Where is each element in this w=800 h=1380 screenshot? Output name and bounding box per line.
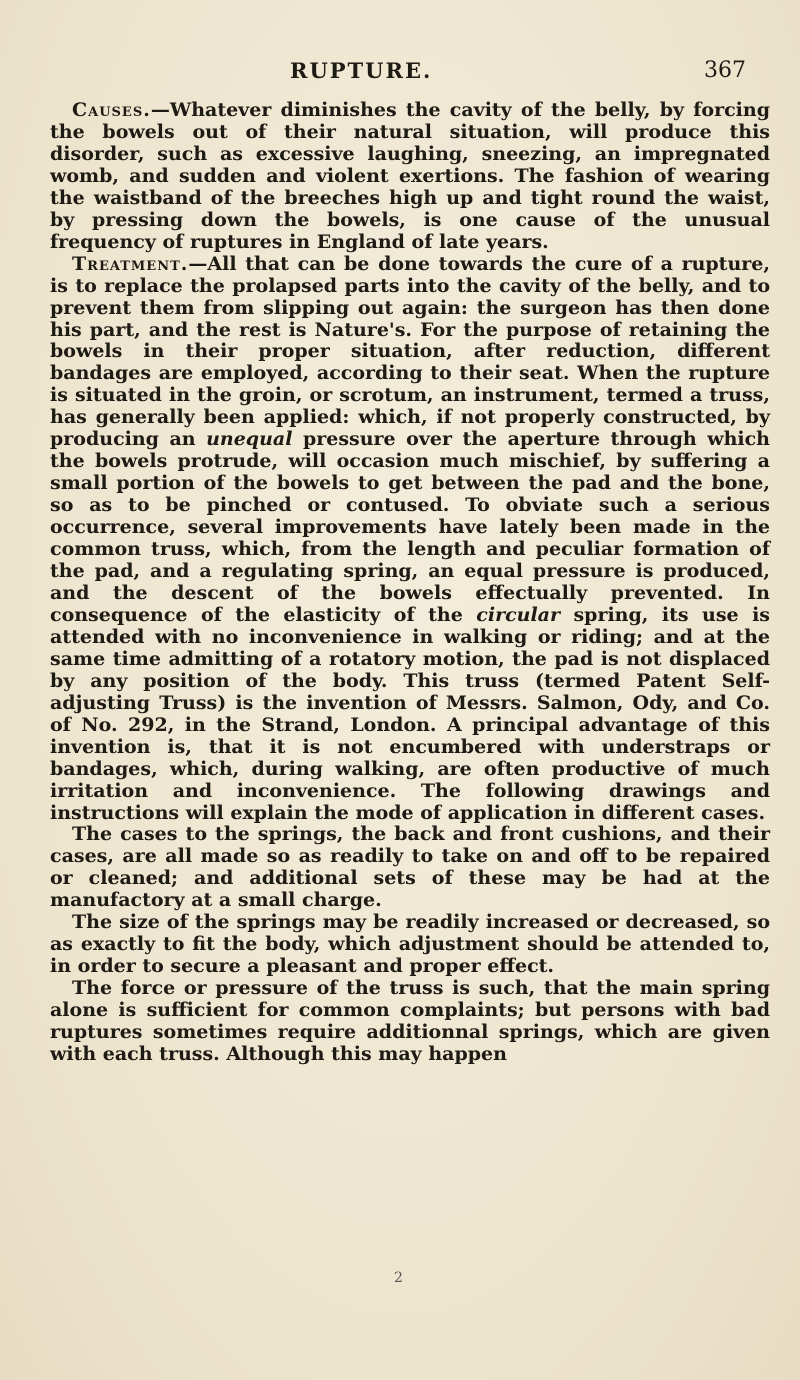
treatment-text-2: pressure over the aperture through which the bowels protrude, will occasion much mischief, by suffering a small portion of the bowels to get between the pad and the bone, so as to be pinched or contused. To obviate such a serious occurrence, several improvements have lately been made in the common truss, which, from the length and peculiar formation of the pad, and a regulating spring, an equal pressure is produced, and the descent of the bowels effectually prevented. In consequence of the elasticity of the — [50, 428, 770, 626]
treatment-emphasis-unequal: unequal — [206, 428, 293, 451]
paragraph-force: The force or pressure of the truss is such, that the main spring alone is sufficient for common complaints; but persons with bad ruptures sometimes require additionnal springs, which are given with each truss. Although this may happen — [50, 977, 770, 1065]
paragraph-causes — [50, 100, 770, 254]
paragraph-cases: The cases to the springs, the back and front cushions, and their cases, are all made so as readily to take on and off to be repaired or cleaned; and additional sets of these may be had at the manufactory at a small charge. — [50, 823, 770, 912]
treatment-text-3: spring, its use is attended with no inconvenience in walking or riding; and at the same time admitting of a rotatory motion, the pad is not displaced by any position of the body. This truss (termed Patent Self-adjusting Truss) is the invention of Messrs. Salmon, Ody, and Co. of No. 292, in the Strand, London. A principal advantage of this invention is, that it is not encumbered with understraps or bandages, which, during walking, are often productive of much irritation and inconvenience. The following drawings and instructions will explain the mode of application in different cases. — [50, 603, 770, 824]
body-text — [50, 100, 770, 1066]
causes-heading: Causes. — [72, 99, 151, 121]
running-head — [0, 58, 800, 88]
treatment-emphasis-circular: circular — [476, 603, 560, 626]
signature-mark: 2 — [394, 1270, 403, 1286]
treatment-text-1: —All that can be done towards the cure of a rupture, is to replace the prolapsed parts into the cavity of the belly, and to prevent them from slipping out again: the surgeon has then done his part, and the rest is Nature's. For the purpose of retaining the bowels in their proper situation, after reduction, different bandages are employed, according to their seat. When the rupture is situated in the groin, or scrotum, an instrument, termed a truss, has generally been applied: which, if not properly constructed, by producing an — [50, 252, 770, 451]
treatment-heading: Treatment. — [72, 252, 189, 275]
paragraph-size: The size of the springs may be readily increased or decreased, so as exactly to fit the body, which adjustment should be attended to, in order to secure a pleasant and proper effect. — [50, 911, 770, 978]
causes-text: —Whatever diminishes the cavity of the belly, by forcing the bowels out of their natural situation, will produce this disorder, such as excessive laughing, sneezing, an impregnated womb, and sudden and violent exertions. The fashion of wearing the waistband of the breeches high up and tight round the waist, by pressing down the bowels, is one cause of the unusual frequency of ruptures in England of late years. — [50, 99, 770, 253]
page-number: 367 — [704, 58, 746, 83]
paragraph-treatment — [50, 254, 770, 825]
running-head-title: RUPTURE. — [290, 58, 433, 83]
